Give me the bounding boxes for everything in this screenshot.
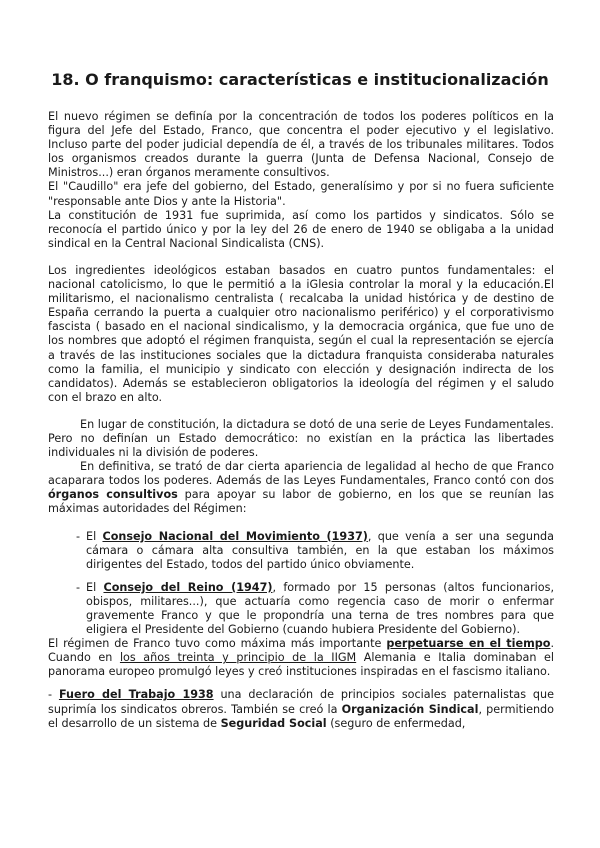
list-item-consejo-nacional: - El Consejo Nacional del Movimiento (1937), que venía a ser una segunda cámara o cámara alta consultiva también, en la que estaban los máximos dirigentes del Estado, todos del partido único obviamente. — [76, 529, 555, 571]
bullet-dash: - — [76, 580, 81, 594]
organizacion-sindical-term: Organización Sindical — [341, 702, 479, 716]
paragraph-fuero-trabajo: - Fuero del Trabajo 1938 una declaración de principios sociales paternalistas que suprimía los sindicatos obreros. También se creó la Organización Sindical, permitiendo el desarrollo de un sistema de Seguridad Social (seguro de enfermedad, — [48, 688, 554, 730]
paragraph-ideologia: Los ingredientes ideológicos estaban basados en cuatro puntos fundamentales: el nacional catolicismo, lo que le permitió a la iGlesia controlar la moral y la educación.El militarismo, el nacionalismo centralista ( recalcaba la unidad histórica y de destino de España cerrando la puerta a cualquier otro nacionalismo periférico) y el corporativismo fascista ( basado en el nacional sindicalismo, y la democracia orgánica, que fue uno de los nombres que adoptó el régimen franquista, según el cual la representación se ejercía a través de las instituciones sociales que la dictadura franquista consideraba naturales como la familia, el municipio y sindicato con elección y designación indirecta de los candidatos). Además se establecieron obligatorios la ideología del régimen y el saludo con el brazo en alto. — [48, 263, 554, 404]
perpetuarse-emphasis: perpetuarse en el tiempo — [386, 637, 551, 651]
anos-treinta-underline: los años treinta y principio de la IIGM — [119, 651, 357, 665]
page-title: 18. O franquismo: características e institucionalización — [51, 70, 549, 89]
fuero-trabajo-term: Fuero del Trabajo 1938 — [58, 688, 214, 702]
paragraph-perpetuarse: El régimen de Franco tuvo como máxima más importante perpetuarse en el tiempo. Cuando en los años treinta y principio de la IIGM Alemania e Italia dominaban el panorama europeo promulgó leyes y creó instituciones inspiradas en el fascismo italiano. — [48, 637, 554, 679]
document-body — [48, 110, 554, 731]
paragraph-organos-consultivos: En definitiva, se trató de dar cierta apariencia de legalidad al hecho de que Franco acaparara todos los poderes. Además de las Leyes Fundamentales, Franco contó con dos órganos consultivos para apoyar su labor de gobierno, en los que se reunían las máximas autoridades del Régimen: — [48, 460, 554, 516]
seguridad-social-term: Seguridad Social — [220, 716, 327, 730]
paragraph-leyes-fundamentales: En lugar de constitución, la dictadura se dotó de una serie de Leyes Fundamentales. Pero no definían un Estado democrático: no existían en la práctica las libertades individuales ni la división de poderes. — [48, 417, 554, 460]
organos-consultivos-emphasis: órganos consultivos — [48, 488, 178, 502]
consejo-nacional-term: Consejo Nacional del Movimiento (1937) — [102, 529, 368, 543]
paragraph-constitucion: La constitución de 1931 fue suprimida, así como los partidos y sindicatos. Sólo se reconocía el partido único y por la ley del 26 de enero de 1940 se obligaba a la unidad sindical en la Central Nacional Sindicalista (CNS). — [48, 208, 554, 250]
paragraph-jefe-estado: El nuevo régimen se definía por la concentración de todos los poderes políticos en la figura del Jefe del Estado, Franco, que concentra el poder ejecutivo y el legislativo. Incluso parte del poder judicial dependía de él, a través de los tribunales militares. Todos los organismos creados durante la guerra (Junta de Defensa Nacional, Consejo de Ministros...) eran órganos meramente consultivos. — [48, 110, 554, 180]
paragraph-caudillo: El "Caudillo" era jefe del gobierno, del Estado, generalísimo y por si no fuera suficiente "responsable ante Dios y ante la Historia". — [48, 180, 554, 208]
list-item-consejo-reino: - El Consejo del Reino (1947), formado por 15 personas (altos funcionarios, obispos, militares...), que actuaría como regencia caso de morir o enfermar gravemente Franco y que le propondría una terna de tres nombres para que eligiera el Presidente del Gobierno (cuando hubiera Presidente del Gobierno). — [76, 580, 555, 637]
bullet-dash: - — [76, 529, 81, 543]
consejo-reino-term: Consejo del Reino (1947) — [103, 580, 273, 594]
